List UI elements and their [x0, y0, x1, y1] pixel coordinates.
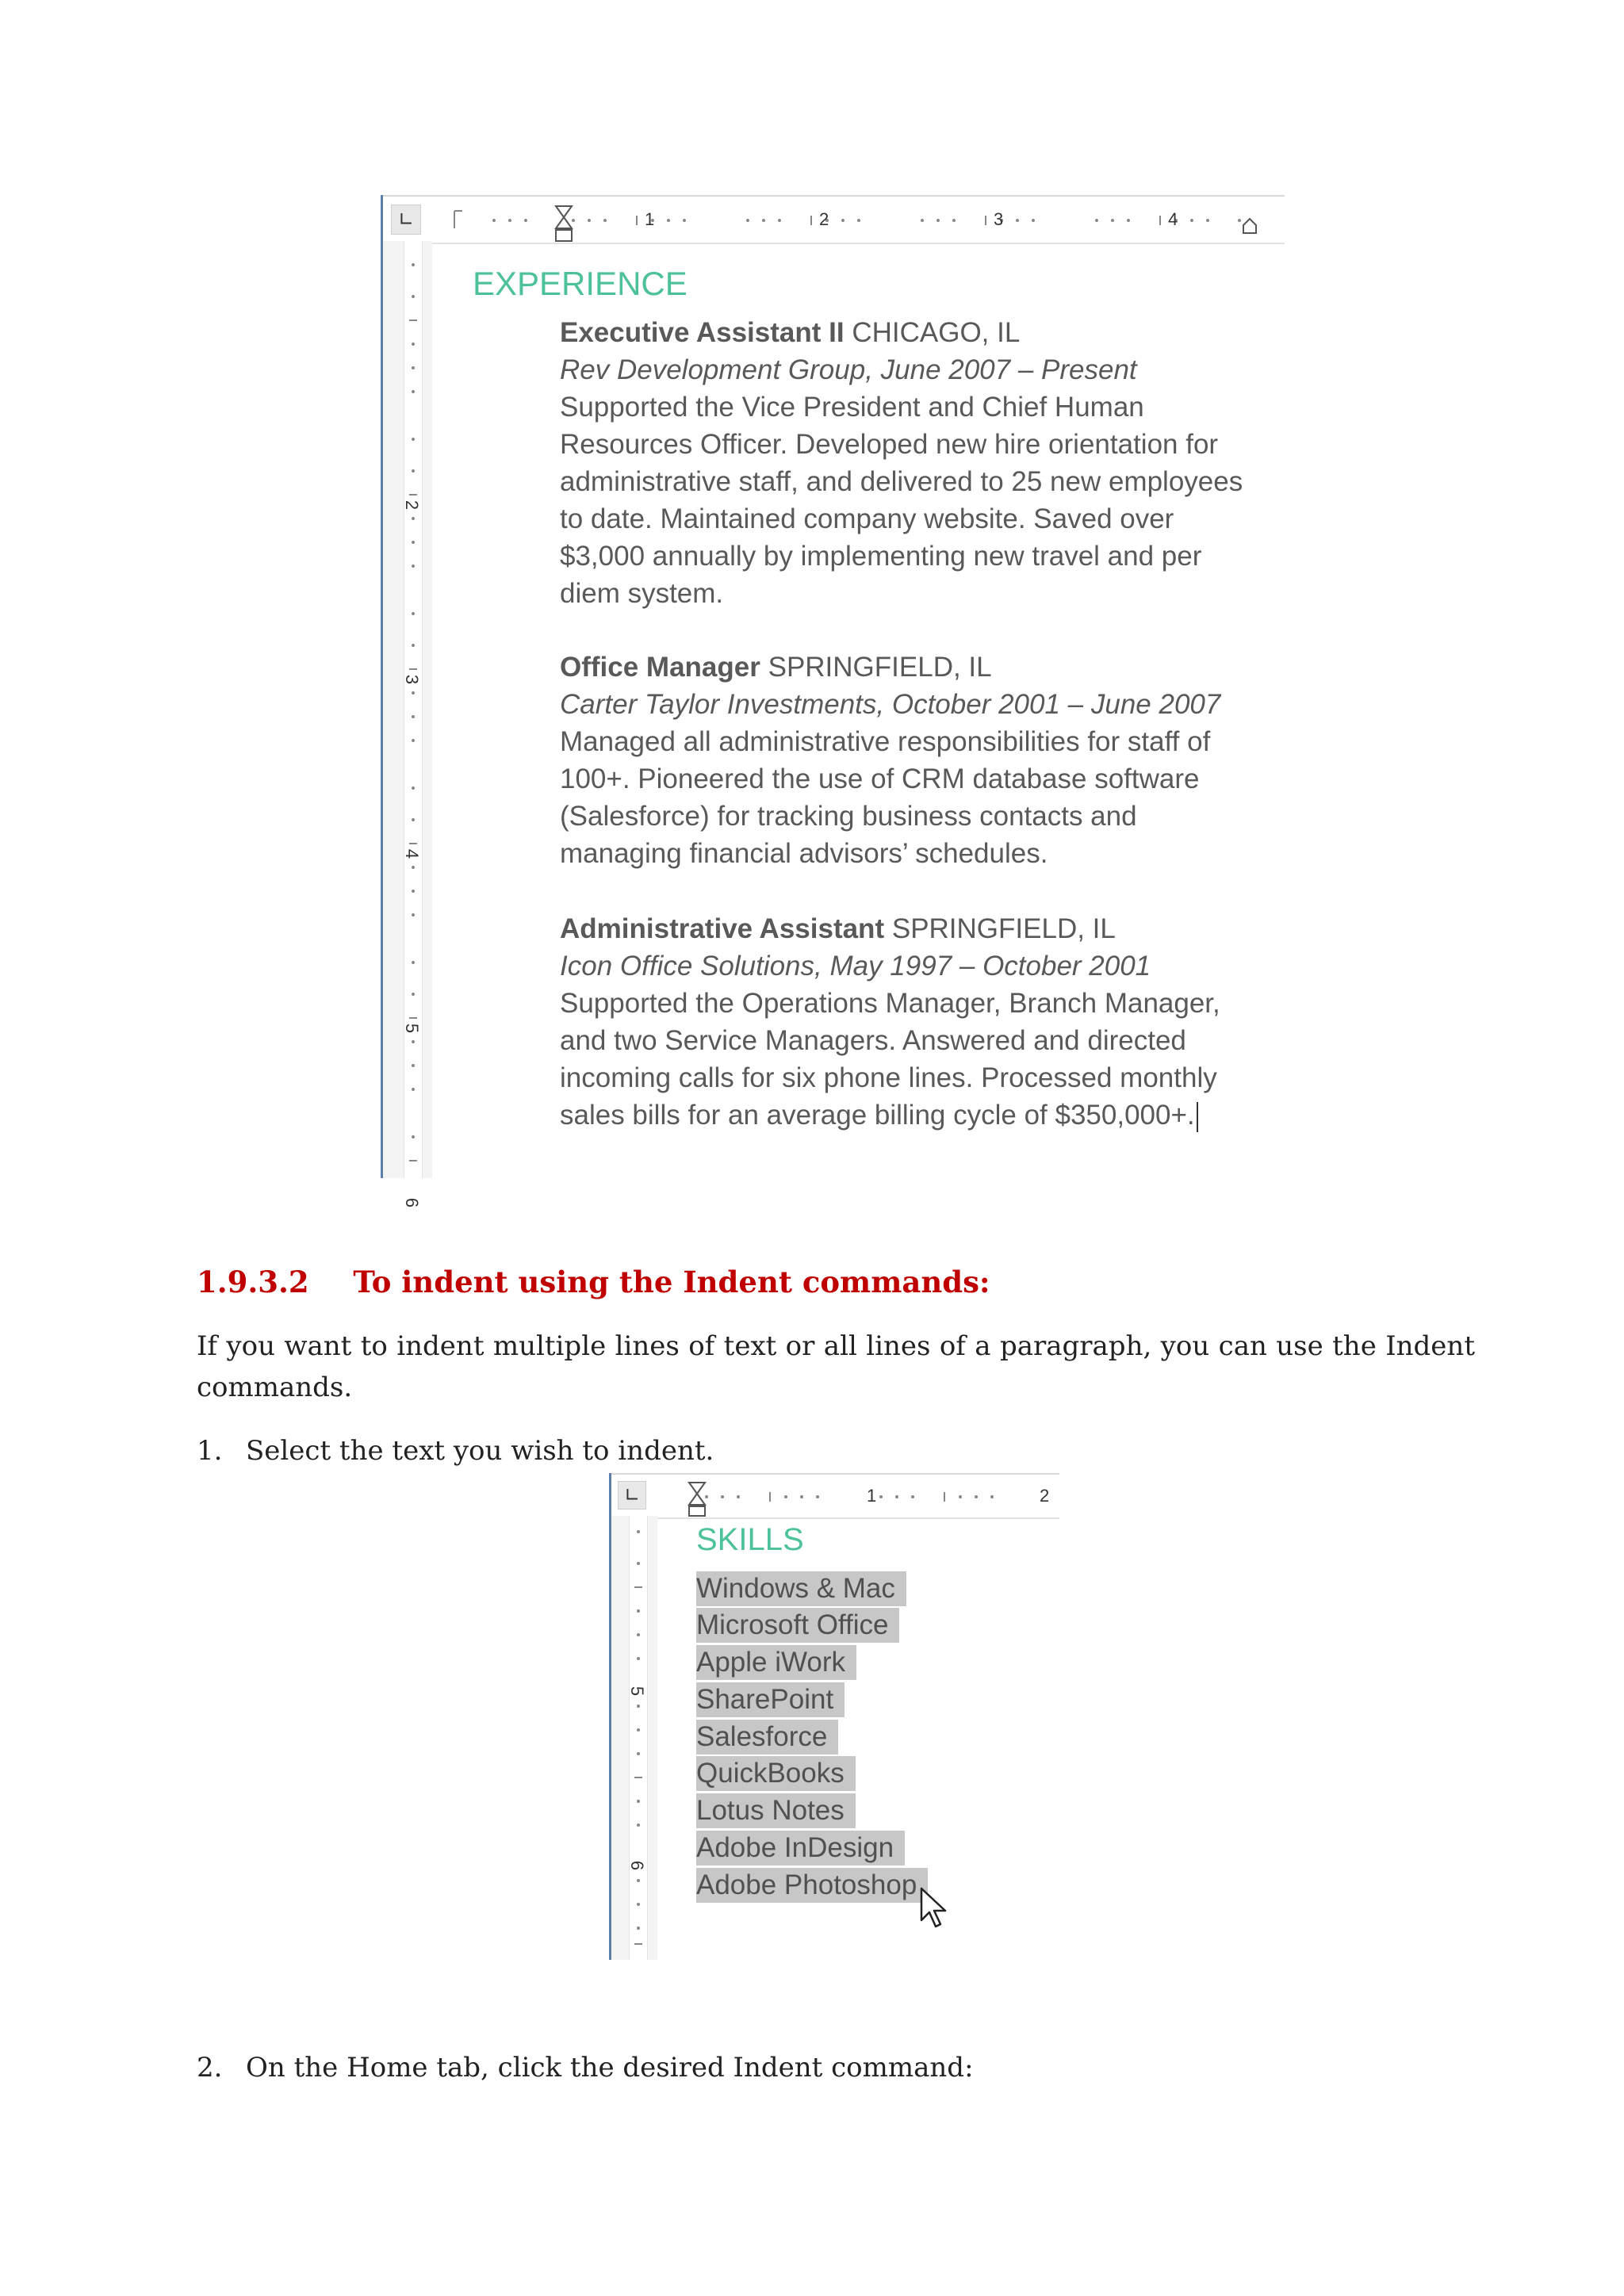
job-line: to date. Maintained company website. Saved over — [560, 503, 1174, 534]
section-heading — [197, 1265, 990, 1299]
tab-selector-icon[interactable]: ∟ — [391, 205, 421, 235]
ruler-number: 2 — [819, 209, 829, 229]
vertical-ruler[interactable] — [383, 241, 432, 1208]
experience-screenshot — [381, 195, 1285, 1208]
job-line: Supported the Vice President and Chief Human — [560, 392, 1144, 423]
step-text: On the Home tab, click the desired Indent command: — [246, 2052, 974, 2084]
vruler-number: 6 — [402, 1197, 423, 1208]
job-entry — [560, 649, 1274, 872]
job-title: Executive Assistant II — [560, 317, 845, 348]
ruler-number: 1 — [867, 1486, 877, 1506]
skill-item[interactable]: QuickBooks — [696, 1756, 856, 1791]
horizontal-ruler[interactable] — [611, 1473, 1059, 1519]
job-employer: Carter Taylor Investments, October 2001 – June 2007 — [560, 689, 1221, 720]
vruler-number: 5 — [402, 1023, 423, 1034]
skill-item[interactable]: Adobe InDesign — [696, 1831, 905, 1866]
ruler-ticks — [611, 1475, 1059, 1517]
experience-heading: EXPERIENCE — [473, 265, 688, 302]
job-line: managing financial advisors’ schedules. — [560, 838, 1048, 869]
step-number: 1. — [197, 1435, 223, 1467]
job-line: $3,000 annually by implementing new travel and per — [560, 541, 1202, 572]
section-number: 1.9.3.2 — [197, 1265, 309, 1299]
job-line: sales bills for an average billing cycle of $350,000+. — [560, 1100, 1195, 1131]
step-number: 2. — [197, 2052, 223, 2084]
job-title: Office Manager — [560, 652, 760, 683]
mouse-pointer-icon — [918, 1885, 950, 1933]
skill-item[interactable]: Adobe Photoshop — [696, 1868, 928, 1903]
job-line: and two Service Managers. Answered and directed — [560, 1025, 1186, 1056]
job-employer: Rev Development Group, June 2007 – Present — [560, 354, 1137, 385]
vruler-number: 6 — [627, 1860, 648, 1871]
section-title: To indent using the Indent commands: — [353, 1265, 990, 1299]
vruler-number: 2 — [402, 499, 423, 511]
job-entry — [560, 910, 1274, 1134]
skill-item[interactable]: Microsoft Office — [696, 1608, 899, 1643]
skills-heading: SKILLS — [696, 1522, 804, 1557]
job-location: SPRINGFIELD, IL — [891, 913, 1116, 944]
job-location: CHICAGO, IL — [852, 317, 1021, 348]
vruler-ticks — [630, 1516, 647, 1960]
skill-item[interactable]: Windows & Mac — [696, 1571, 906, 1606]
intro-paragraph: If you want to indent multiple lines of text or all lines of a paragraph, you can use the Indent commands. — [197, 1330, 1475, 1403]
vertical-ruler[interactable] — [611, 1516, 657, 1960]
right-indent-icon — [1243, 219, 1256, 233]
job-line: administrative staff, and delivered to 25 new employees — [560, 466, 1243, 497]
skills-screenshot — [609, 1473, 1059, 1960]
job-line: (Salesforce) for tracking business contacts and — [560, 801, 1137, 832]
step-text: Select the text you wish to indent. — [246, 1435, 714, 1467]
job-line: Managed all administrative responsibilities for staff of — [560, 726, 1211, 757]
ruler-number: 2 — [1040, 1486, 1050, 1506]
skill-item[interactable]: Apple iWork — [696, 1645, 856, 1680]
skill-item[interactable]: SharePoint — [696, 1682, 845, 1717]
vruler-number: 3 — [402, 674, 423, 685]
vruler-number: 5 — [627, 1686, 648, 1697]
indent-marker-icon — [556, 206, 572, 241]
text-cursor — [1197, 1102, 1198, 1132]
job-location: SPRINGFIELD, IL — [768, 652, 992, 683]
job-employer: Icon Office Solutions, May 1997 – October 2001 — [560, 951, 1151, 982]
job-entry — [560, 314, 1274, 612]
ruler-ticks — [383, 197, 1285, 243]
job-line: 100+. Pioneered the use of CRM database software — [560, 763, 1200, 794]
job-line: Supported the Operations Manager, Branch Manager, — [560, 988, 1220, 1019]
tab-selector-icon[interactable]: ∟ — [618, 1481, 646, 1510]
vruler-number: 4 — [402, 848, 423, 859]
skill-item[interactable]: Lotus Notes — [696, 1793, 856, 1828]
job-line: incoming calls for six phone lines. Processed monthly — [560, 1062, 1217, 1093]
indent-marker-icon — [689, 1483, 705, 1516]
skill-item[interactable]: Salesforce — [696, 1720, 838, 1755]
job-title: Administrative Assistant — [560, 913, 885, 944]
job-line: diem system. — [560, 578, 724, 609]
ruler-number: 4 — [1168, 209, 1178, 229]
ruler-number: 1 — [645, 209, 655, 229]
ruler-number: 3 — [994, 209, 1004, 229]
vruler-ticks — [404, 241, 422, 1178]
horizontal-ruler[interactable] — [383, 195, 1285, 244]
job-line: Resources Officer. Developed new hire orientation for — [560, 429, 1219, 460]
